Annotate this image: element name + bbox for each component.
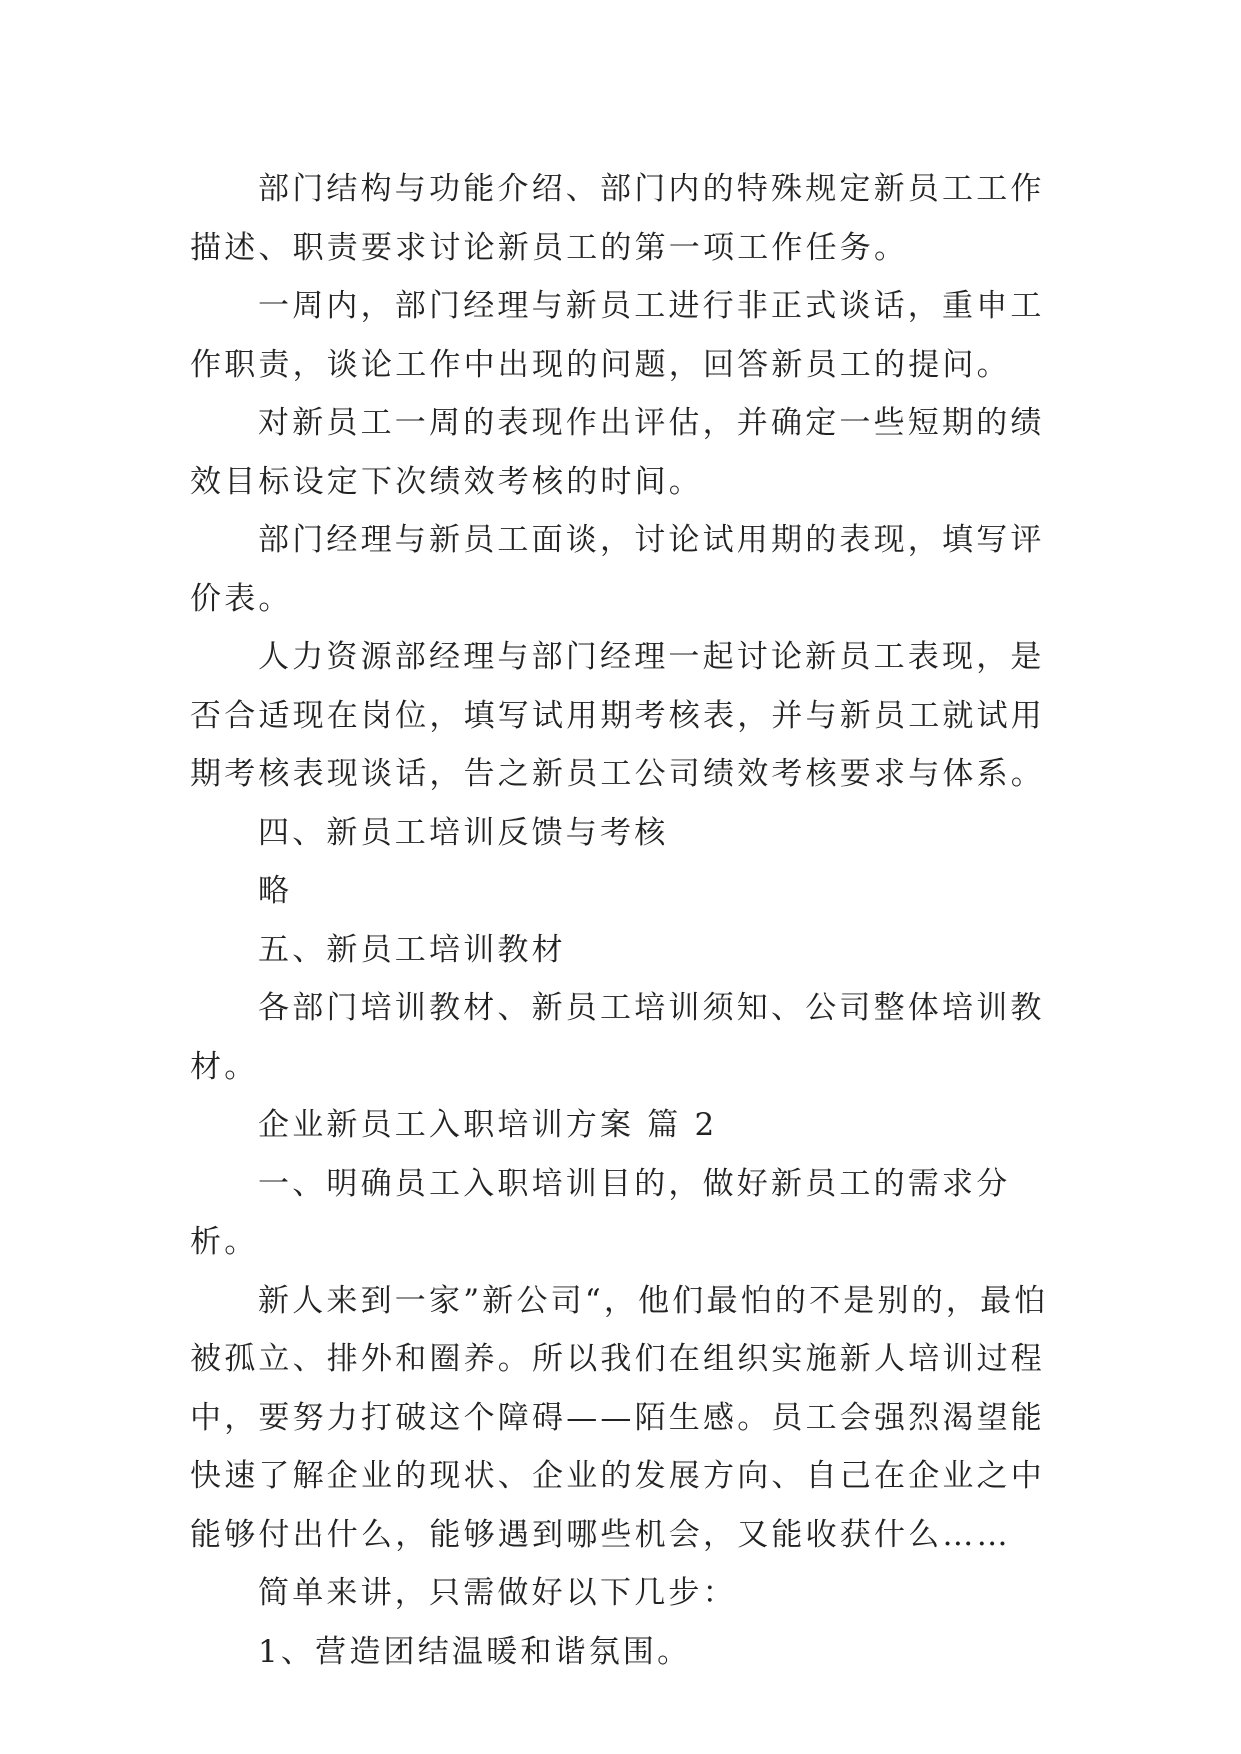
document-body [190,160,1070,1681]
section-heading: 四、新员工培训反馈与考核 [258,814,669,851]
section-heading: 五、新员工培训教材 [258,931,566,968]
section-heading: 一、明确员工入职培训目的，做好新员工的需求分析。 [190,1165,1011,1260]
paragraph: 新人来到一家”新公司“，他们最怕的不是别的，最怕被孤立、排外和圈养。所以我们在组织实施新人培训过程中，要努力打破这个障碍——陌生感。员工会强烈渴望能快速了解企业的现状、企业的发展方向、自己在企业之中能够付出什么，能够遇到哪些机会，又能收获什么…… [190,1282,1049,1553]
paragraph: 各部门培训教材、新员工培训须知、公司整体培训教材。 [190,990,1045,1085]
paragraph: 略 [258,873,293,909]
paragraph: 部门经理与新员工面谈，讨论试用期的表现，填写评价表。 [190,522,1045,617]
paragraph: 简单来讲，只需做好以下几步： [258,1575,737,1611]
paragraph: 对新员工一周的表现作出评估，并确定一些短期的绩效目标设定下次绩效考核的时间。 [190,405,1045,500]
paragraph: 人力资源部经理与部门经理一起讨论新员工表现，是否合适现在岗位，填写试用期考核表，并与新员工就试用期考核表现谈话，告之新员工公司绩效考核要求与体系。 [190,639,1045,792]
paragraph: 部门结构与功能介绍、部门内的特殊规定新员工工作描述、职责要求讨论新员工的第一项工作任务。 [190,171,1045,266]
document-title: 企业新员工入职培训方案 篇 2 [258,1107,718,1143]
paragraph: 一周内，部门经理与新员工进行非正式谈话，重申工作职责，谈论工作中出现的问题，回答新员工的提问。 [190,288,1045,383]
list-item: 1、营造团结温暖和谐氛围。 [258,1633,692,1670]
